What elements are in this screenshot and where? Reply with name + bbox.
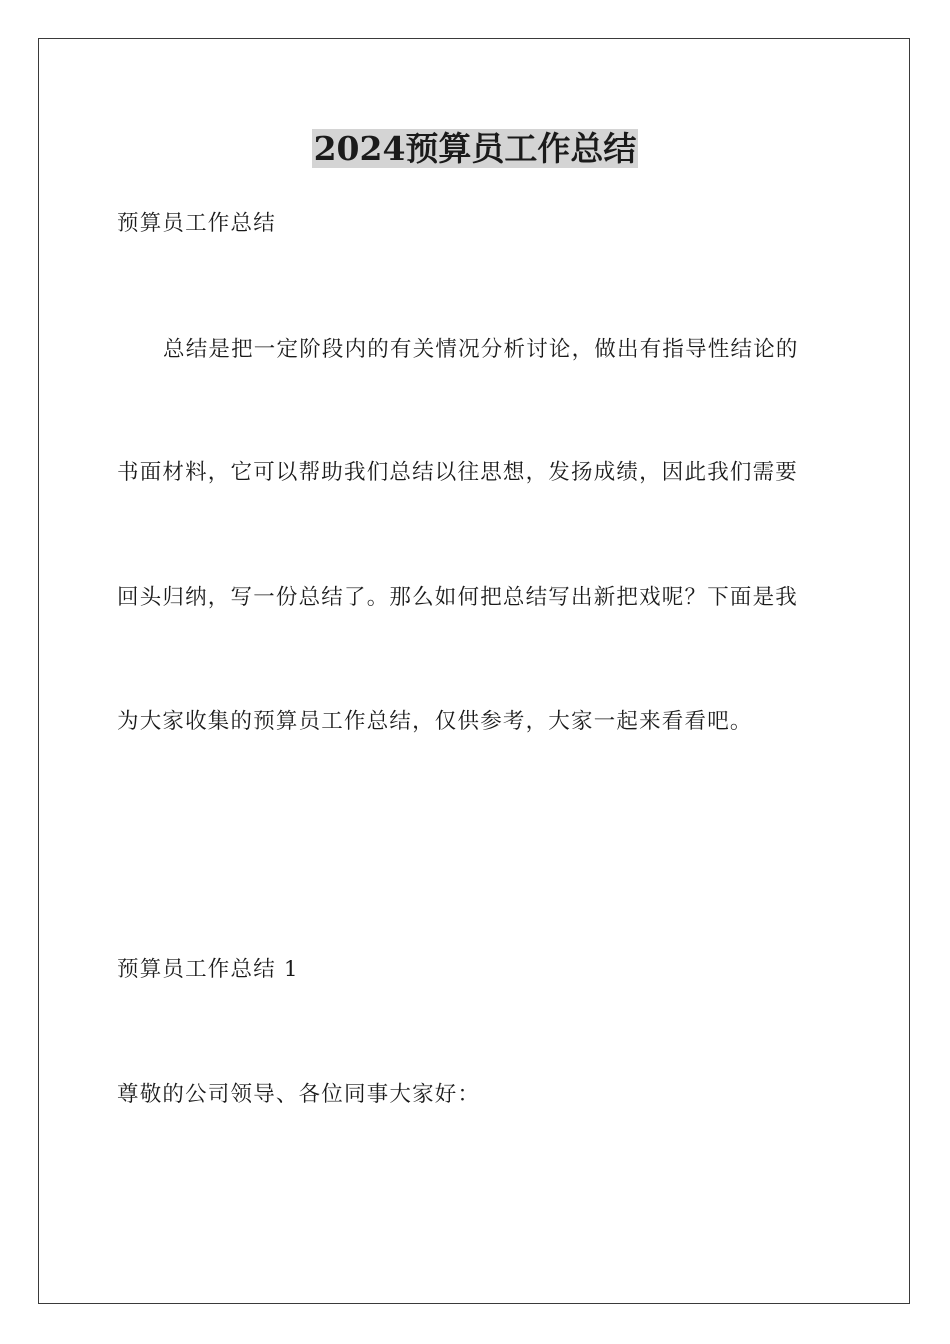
intro-line-3: 回头归纳，写一份总结了。那么如何把总结写出新把戏呢？下面是我 xyxy=(117,585,799,610)
document-title-text: 2024预算员工作总结 xyxy=(313,129,637,168)
section-heading: 预算员工作总结 1 xyxy=(117,957,299,982)
document-title xyxy=(0,124,950,174)
document-subtitle: 预算员工作总结 xyxy=(117,211,276,236)
intro-line-2: 书面材料，它可以帮助我们总结以往思想，发扬成绩，因此我们需要 xyxy=(117,460,799,485)
greeting: 尊敬的公司领导、各位同事大家好： xyxy=(117,1082,481,1107)
intro-line-1: 总结是把一定阶段内的有关情况分析讨论，做出有指导性结论的 xyxy=(163,337,799,362)
intro-line-4: 为大家收集的预算员工作总结，仅供参考，大家一起来看看吧。 xyxy=(117,709,753,734)
